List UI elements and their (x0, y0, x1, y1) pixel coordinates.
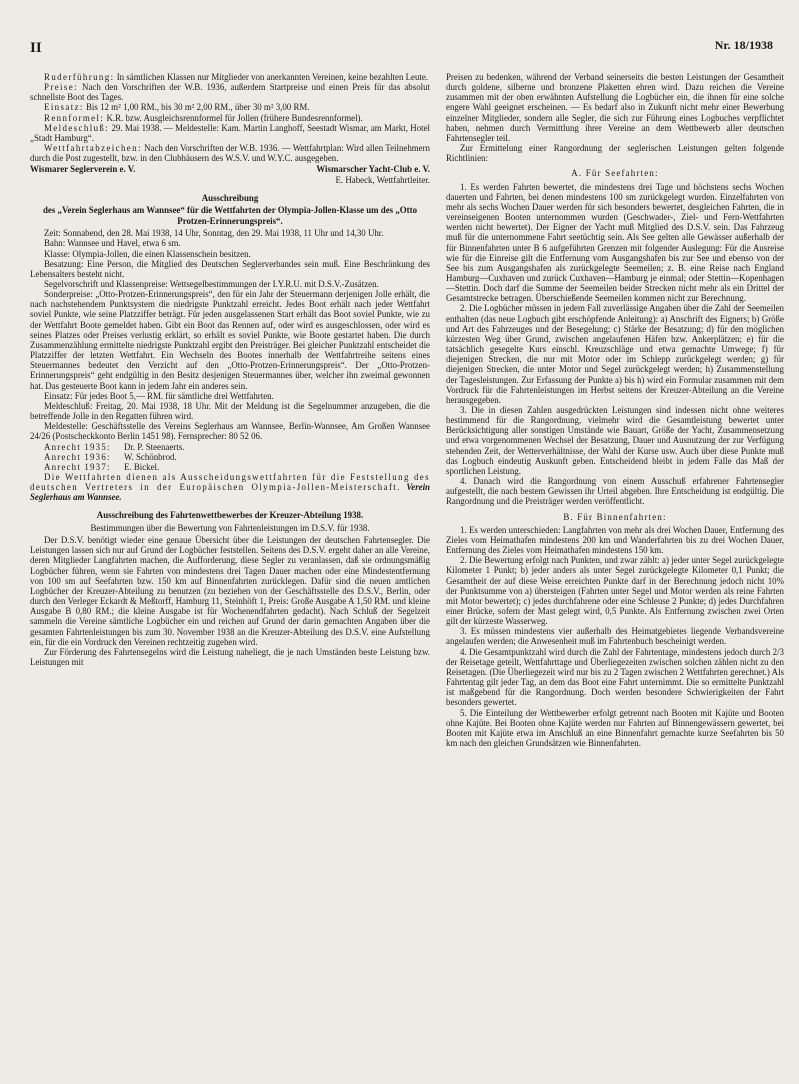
paragraph-wettfahrtabzeichen: Wettfahrtabzeichen: Nach den Vorschriften der W.B. 1936. — Wettfahrtplan: Wird allen Teilnehmern durch die Post zugestellt, bzw. in den Clubhäusern des W.S.V. und W.Y.C. ausgegeben. (30, 143, 430, 164)
paragraph-meldeschluss: Meldeschluß: 29. Mai 1938. — Meldestelle: Kam. Martin Langhoff, Seestadt Wismar, am Markt, Hotel „Stadt Hamburg“. (30, 122, 430, 143)
paragraph-ausscheidung: Die Wettfahrten dienen als Ausscheidungswettfahrten für die Feststellung des deutschen Vertreters in der Europäischen Olympia-Jollen-Meisterschaft. Verein Seglerhaus am Wannsee. (30, 471, 430, 503)
paragraph-besatzung: Besatzung: Eine Person, die Mitglied des Deutschen Seglerverbandes sein muß. Eine Beschränkung des Lebensalters besteht nicht. (30, 258, 430, 279)
paragraph-a2: 2. Die Logbücher müssen in jedem Fall zuverlässige Angaben über die Zahl der Seemeilen enthalten (das neue Logbuch gibt erschöpfende Anleitung): a) Anschrift des Eigners; b) Größe und Art des Fahrzeuges und der Besegelung; c) Stärke der Besatzung; d) für den möglichen kürzesten Weg über Grund, zwischen angelaufenen Häfen bzw. Ankerplätzen; e) für die tatsächlich gesegelte Kurs einschl. Kreuzschläge und etwa gemachte Umwege; f) für diejenigen Strecken, die nur mit Motor oder im Schlepp zurückgelegt werden; g) für diejenigen Strecken, die unter Motor und Segel zurückgelegt werden; h) Zusammenstellung der Tagesleistungen. Zur Erfassung der Punkte a) bis h) wird ein Formular zusammen mit dem Vordruck für die Fahrtenleistungen im Herbst seitens der Kreuzer-Abteilung an die Vereine herausgegeben. (446, 303, 784, 405)
subheading-ausschreibung-2: Bestimmungen über die Bewertung von Fahrtenleistungen im D.S.V. für 1938. (90, 522, 370, 533)
paragraph-r2: Zur Ermittelung einer Rangordnung der seglerischen Leistungen gelten folgende Richtlinien: (446, 143, 784, 164)
paragraph-sonderpreise: Sonderpreise: „Otto-Protzen-Erinnerungspreis“, den für ein Jahr der Steuermann derjenigen Jolle erhält, die nach nachstehendem Punktsystem die niedrigste Punktzahl erreicht. Jedes Boot erhält nach jeder Wettfahrt soviel Punkte, wie seine Platzziffer beträgt. Für jeden ausgelassenen Start erhält das Boot soviel Punkte, wie zu der Wettfahrt Boote gemeldet haben. Gibt ein Boot das Rennen auf, oder wird es ausgeschlossen, oder wird es seines Platzes oder Preises verlustig erklärt, so erhält es soviel Punkte, wie Boote gestartet haben. Die durch Zusammenzählung ermittelte niedrigste Punktzahl ergibt den Preisträger. Bei gleicher Punktzahl entscheidet die Platzziffer der letzten Wettfahrt. Ein Wechseln des Bootes innerhalb der Wettfahrtreihe seitens eines Steuermannes bedeutet den Verzicht auf den „Otto-Protzen-Erinnerungspreis“. Der „Otto-Protzen-Erinnerungspreis“ geht endgültig in den Besitz desjenigen Steuermannes über, welcher ihn zweimal gewonnen hat. Das gesteuerte Boot kann in jedem Jahr ein anderes sein. (30, 289, 430, 391)
paragraph-dsv-2: Zur Förderung des Fahrtensegelns wird die Leistung naheliegt, die je nach Umständen beste Leistung bzw. Leistungen mit (30, 646, 430, 667)
signer: E. Habeck, Wettfahrtleiter. (335, 174, 430, 185)
issue-number: Nr. 18/1938 (714, 38, 773, 52)
paragraph-b5: 5. Die Einteilung der Wettbewerber erfolgt getrennt nach Booten mit Kajüte und Booten ohne Kajüte. Bei Booten ohne Kajüte werden nur Fahrten auf Binnengewässern gewertet, bei Booten mit Kajüte etwa im Anschluß an eine Binnenfahrt gemachte kurze Seefahrten bis 50 km nach den gleichen Grundsätzen wie Binnenfahrten. (446, 707, 784, 748)
club-right: Wismarscher Yacht-Club e. V. (316, 164, 430, 175)
anrecht-row: Anrecht 1935: Dr. P. Steenaerts. (44, 441, 185, 452)
paragraph-klasse: Klasse: Olympia-Jollen, die einen Klassenschein besitzen. (44, 248, 251, 259)
paragraph-a3: 3. Die in diesen Zahlen ausgedrückten Leistungen sind indessen nicht ohne weiteres bestimmend für die Rangordnung, vielmehr wird die Gesamtleistung bewertet unter Berücksichtigung aller sonstigen Umstände wie Bauart, Größe der Yacht, Zusammensetzung und etwa vorgenommenen Wechsel der Besatzung, Dauer und Ausnutzung der zur Verfügung stehenden Zeit, der Wetterverhältnisse, der Wahl der Kurse usw. Auch über diese Punkte muß das Logbuch eindeutig Auskunft geben. Entscheidend bleibt in jedem Falle das Maß der sportlichen Leistung. (446, 405, 784, 476)
heading-ausschreibung-2: Ausschreibung des Fahrtenwettbewerbes der Kreuzer-Abteilung 1938. (96, 510, 364, 521)
left-column (30, 72, 430, 1062)
paragraph-meldestelle-2: Meldestelle: Geschäftsstelle des Vereins Seglerhaus am Wannsee, Berlin-Wannsee, Am Großen Wannsee 24/26 (Postscheckkonto Berlin 1451 98). Fernsprecher: 80 52 06. (30, 421, 430, 442)
paragraph-preise: Preise: Nach den Vorschriften der W.B. 1936, außerdem Startpreise und einen Preis für das absolut schnellste Boot des Tages. (30, 82, 430, 103)
page-number: II (30, 40, 42, 56)
paragraph-zeit: Zeit: Sonnabend, den 28. Mai 1938, 14 Uhr, Sonntag, den 29. Mai 1938, 11 Uhr und 14,30 Uhr. (44, 228, 384, 239)
paragraph-r1: Preisen zu bedenken, während der Verband seinerseits die besten Leistungen der Gesamtheit durch goldene, silberne und bronzene Plaketten ehren wird. Dazu reichen die Vereine zusammen mit der oben erwähnten Aufstellung die Logbücher ein, die ihnen für eine solche engere Wahl geeignet erscheinen. — Es bedarf also in Zukunft nicht mehr einer Bewerbung einzelner Mitglieder, sondern alle Segler, die sich zur Führung eines Logbuches verpflichtet haben, nehmen durch Vermittlung ihrer Vereine an dem Wettbewerb aller deutschen Fahrtensegler teil. (446, 72, 784, 143)
section-title-seefahrten: A. Für Seefahrten: (571, 168, 659, 179)
paragraph-rennformel: Rennformel: K.R. bzw. Ausgleichsrennformel für Jollen (frühere Bundesrennformel). (44, 112, 363, 123)
club-signatures (30, 164, 430, 174)
paragraph-b3: 3. Es müssen mindestens vier außerhalb des Heimatgebietes liegende Verbandsvereine angelaufen werden; die Anwesenheit muß im Fahrtenbuch bescheinigt werden. (446, 626, 784, 647)
anrecht-row: Anrecht 1937: E. Bickel. (44, 461, 160, 472)
paragraph-ruderfuehrung: Ruderführung: In sämtlichen Klassen nur Mitglieder von anerkannten Vereinen, keine bezahlten Leute. (44, 72, 429, 82)
paragraph-dsv-1: Der D.S.V. benötigt wieder eine genaue Übersicht über die Leistungen der deutschen Fahrtensegler. Die Leistungen lassen sich nur auf Grund der Logbücher feststellen. Seitens des D.S.V. ergeht daher an alle Vereine, deren Mitglieder Langfahrten machen, die Aufforderung, diese Segler zu veranlassen, daß sie ordnungsmäßig Logbücher führen, wenn sie Fahrten von mindestens drei Tagen Dauer machen oder eine Mindestentfernung von 100 sm auf Seefahrten bzw. 150 km auf Binnenfahrten zurücklegen. Dafür sind die neuen amtlichen Logbücher der Kreuzer-Abteilung zu benutzen (zu beziehen von der Geschäftsstelle des D.S.V., Berlin, oder durch den Verleger Eckardt & Meßtorff, Hamburg 11, Steinhöft 1, Preis: Große Ausgabe A 1,50 RM. und kleine Ausgabe B 0,80 RM.; die kleine Ausgabe ist für Wochenendfahrten gedacht). Nach Schluß der Segelzeit sammeln die Vereine sämtliche Logbücher ein und reichen auf Grund der darin gemachten Angaben über die gesamten Fahrtenleistungen bis zum 30. November 1938 an die Kreuzer-Abteilung des D.S.V. eine Aufstellung ein, für die ein Vordruck den Vereinen rechtzeitig zugehen wird. (30, 535, 430, 647)
paragraph-meldeschluss-2: Meldeschluß: Freitag, 20. Mai 1938, 18 Uhr. Mit der Meldung ist die Segelnummer anzugeben, die die betreffende Jolle in den Regatten führen wird. (30, 400, 430, 422)
paragraph-bahn: Bahn: Wannsee und Havel, etwa 6 sm. (44, 238, 181, 249)
right-column (446, 72, 784, 1062)
paragraph-einsatz-2: Einsatz: Für jedes Boot 5,— RM. für sämtliche drei Wettfahrten. (44, 390, 274, 401)
paragraph-b2: 2. Die Bewertung erfolgt nach Punkten, und zwar zählt: a) jeder unter Segel zurückgelegte Kilometer 1 Punkt; b) jeder anders als unter Segel zurückgelegte Kilometer 0,1 Punkt; die Gesamtheit der auf diese Weise erreichten Punkte darf in der Berechnung jedoch nicht 10% der Punktsumme von a) übersteigen (Fahrten unter Segel und Motor werden als reine Fahrten mit Motor bewertet); c) jedes durchfahrene oder eine Schleuse 2 Punkte; d) jedes Durchfahren einer Brücke, sofern der Mast gelegt wird, 0,5 Punkte. Als Entfernung zwischen zwei Orten gilt der kürzeste Wasserweg. (446, 555, 784, 627)
subheading-ausschreibung-1: des „Verein Seglerhaus am Wannsee“ für die Wettfahrten der Olympia-Jollen-Klasse um des „Otto Protzen-Erinnerungspreis“. (42, 205, 418, 226)
paragraph-b4: 4. Die Gesamtpunktzahl wird durch die Zahl der Fahrtentage, mindestens jedoch durch 2/3 der Reisetage geteilt, Wettfahrttage und Überliegezeiten zwischen solchen zählen nicht zu den Reisetagen. (Die Überliegezeit wird nur bis zu 2 Tagen zwischen 2 Wettfahrten gerechnet.) Als Fahrtentag gilt jeder Tag, an dem das Boot eine Fahrt unternimmt. Die so ermittelte Punktzahl ist maßgebend für die Rangordnung. Doch werden besondere Schwierigkeiten der Fahrt besonders gewertet. (446, 646, 784, 708)
heading-ausschreibung-1: Ausschreibung (201, 192, 259, 203)
paragraph-a4: 4. Danach wird die Rangordnung von einem Ausschuß erfahrener Fahrtensegler aufgestellt, die nach bestem Gewissen ihr Urteil abgeben. Ihre Entscheidung ist endgültig. Die Rangordnung und die Preisträger werden veröffentlicht. (446, 476, 784, 507)
paragraph-einsatz: Einsatz: Bis 12 m² 1,00 RM., bis 30 m² 2,00 RM., über 30 m² 3,00 RM. (44, 102, 310, 113)
anrecht-row: Anrecht 1936: W. Schönbrod. (44, 451, 177, 462)
paragraph-b1: 1. Es werden unterschieden: Langfahrten von mehr als drei Wochen Dauer, Entfernung des Zieles vom Heimathafen mindestens 200 km und Wanderfahrten bis zu drei Wochen Dauer, Entfernung des Zieles vom Heimathafen mindestens 150 km. (446, 524, 784, 556)
paragraph-a1: 1. Es werden Fahrten bewertet, die mindestens drei Tage und höchstens sechs Wochen dauerten und Fahrten, bei denen mindestens 100 sm zurückgelegt wurden. Einzelfahrten von mehr als sechs Wochen Dauer werden für sich besonders bewertet, desgleichen Fahrten, die in vereinseigenen Booten unternommen wurden (Geschwader-, Ziel- und Fern-Wettfahrten werden nicht bewertet). Der Eigner der Yacht muß Mitglied des D.S.V. sein. Das Fahrzeug muß für die unternommene Fahrt seetüchtig sein. Als See gelten alle Gewässer außerhalb der für Binnenfahrten unter B 6 aufgeführten Grenzen mit folgender Auslegung: Für die Ausreise wie für die Einreise gilt die Entfernung vom Ausgangshafen bis zur See und ebenso von der See bis zum Ausgangshafen als zurückgelegte Seemeilen; z. B. eine Reise nach England Hamburg—Cuxhaven und zurück Cuxhaven—Hamburg je einmal; oder Stettin—Kopenhagen—Stettin. Doch darf die Summe der Seemeilen beider Strecken nicht mehr als ein Drittel der Gesamtstrecke betragen. Überschießende Seemeilen kommen nicht zur Berechnung. (446, 181, 784, 304)
paragraph-segelvorschrift: Segelvorschrift und Klassenpreise: Wettsegelbestimmungen der I.Y.R.U. mit D.S.V.-Zusätzen. (44, 279, 379, 289)
club-left: Wismarer Seglerverein e. V. (30, 164, 136, 175)
section-title-binnenfahrten: B. Für Binnenfahrten: (563, 511, 667, 522)
